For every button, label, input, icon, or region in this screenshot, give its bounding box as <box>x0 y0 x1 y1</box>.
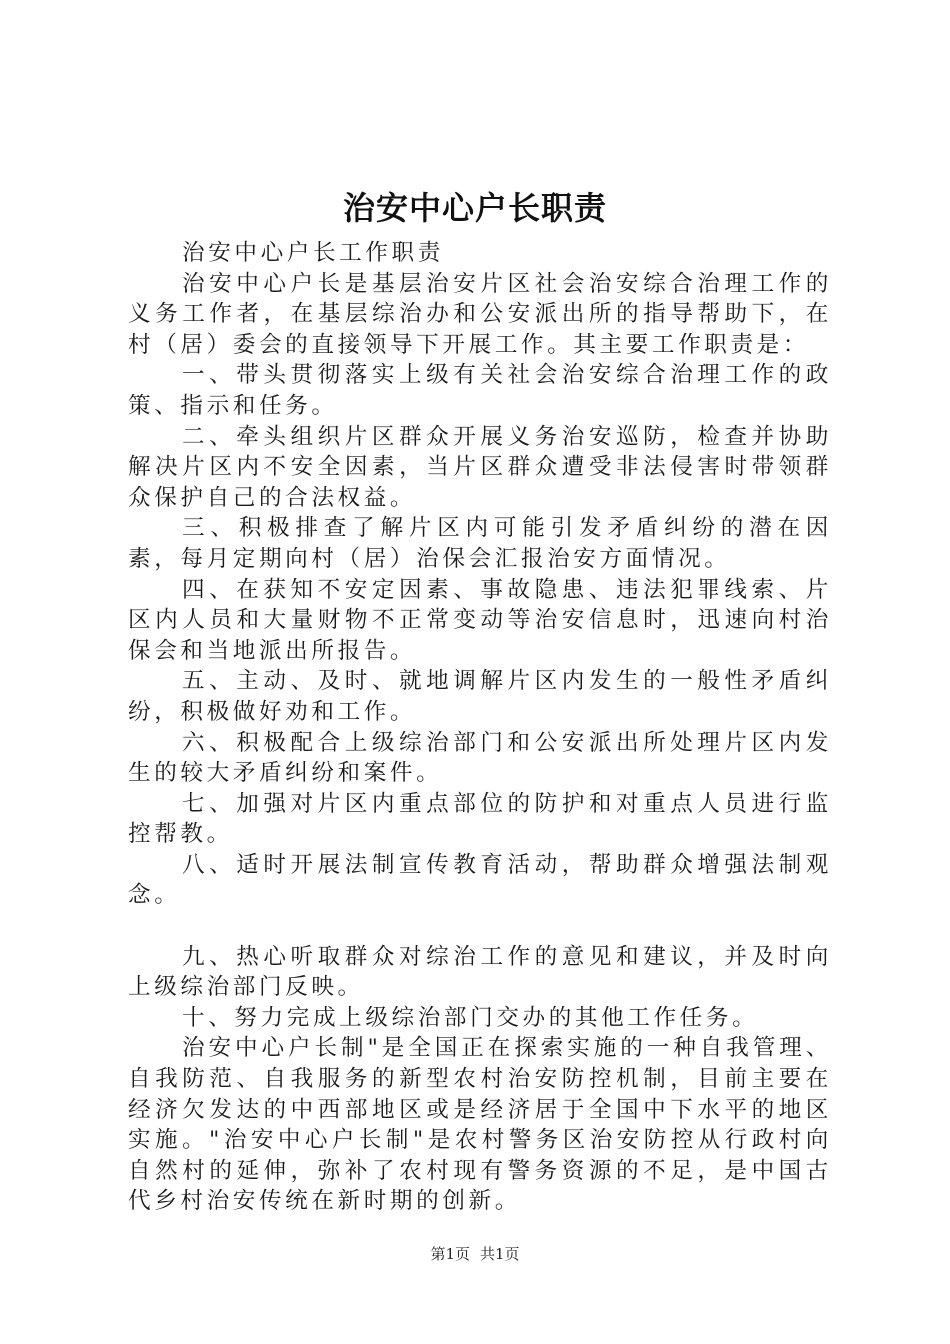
paragraph-duty-8: 八、适时开展法制宣传教育活动，帮助群众增强法制观念。 <box>128 851 832 909</box>
paragraph-duty-6: 六、积极配合上级综治部门和公安派出所处理片区内发生的较大矛盾纠纷和案件。 <box>128 729 832 787</box>
paragraph-duty-7: 七、加强对片区内重点部位的防护和对重点人员进行监控帮教。 <box>128 790 832 848</box>
paragraph-intro: 治安中心户长是基层治安片区社会治安综合治理工作的义务工作者，在基层综治办和公安派出所的指导帮助下，在村（居）委会的直接领导下开展工作。其主要工作职责是： <box>128 270 832 358</box>
paragraph-duty-3: 三、积极排查了解片区内可能引发矛盾纠纷的潜在因素，每月定期向村（居）治保会汇报治安方面情况。 <box>128 515 832 572</box>
paragraph-duty-2: 二、牵头组织片区群众开展义务治安巡防，检查并协助解决片区内不安全因素，当片区群众遭受非法侵害时带领群众保护自己的合法权益。 <box>128 423 832 511</box>
page-number: 第1页 <box>430 1245 470 1263</box>
paragraph-duty-10: 十、努力完成上级综治部门交办的其他工作任务。 <box>182 1004 759 1031</box>
paragraph-duty-9: 九、热心听取群众对综治工作的意见和建议，并及时向上级综治部门反映。 <box>128 943 832 1001</box>
paragraph-spacer <box>128 911 832 942</box>
paragraph-subtitle: 治安中心户长工作职责 <box>182 240 444 266</box>
paragraph-duty-1: 一、带头贯彻落实上级有关社会治安综合治理工作的政策、指示和任务。 <box>128 362 832 419</box>
paragraph-duty-5: 五、主动、及时、就地调解片区内发生的一般性矛盾纠纷，积极做好劝和工作。 <box>128 668 832 725</box>
document-title: 治安中心户长职责 <box>342 189 607 227</box>
paragraph-conclusion: 治安中心户长制"是全国正在探索实施的一种自我管理、自我防范、自我服务的新型农村治安防控机制，目前主要在经济欠发达的中西部地区或是经济居于全国中下水平的地区实施。"治安中心户长制"是农村警务区治安防控从行政村向自然村的延伸，弥补了农村现有警务资源的不足，是中国古代乡村治安传统在新时期的创新。 <box>128 1035 832 1215</box>
paragraph-duty-4: 四、在获知不安定因素、事故隐患、违法犯罪线索、片区内人员和大量财物不正常变动等治安信息时，迅速向村治保会和当地派出所报告。 <box>128 576 832 664</box>
page-total: 共1页 <box>480 1245 520 1263</box>
page-footer <box>0 1244 950 1264</box>
document-body <box>128 238 832 1217</box>
